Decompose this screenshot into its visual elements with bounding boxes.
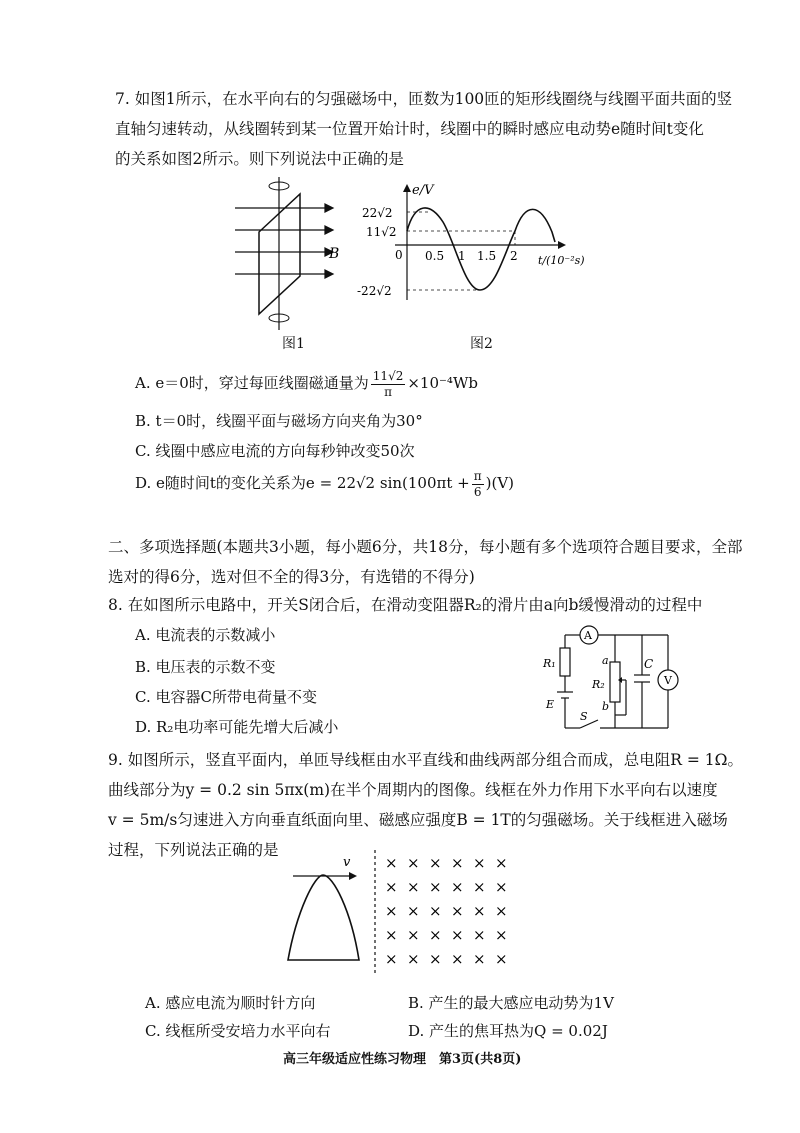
section-2-line-2: 选对的得6分，选对但不全的得3分，有选错的不得分)	[108, 568, 475, 586]
field-cross-mark: ×	[385, 926, 398, 944]
field-cross-mark: ×	[407, 950, 420, 968]
field-cross-mark: ×	[473, 854, 486, 872]
q8-circuit-diagram	[540, 620, 690, 745]
figure-2-caption: 图2	[470, 336, 493, 352]
field-cross-mark: ×	[429, 926, 442, 944]
q8-option-d: D. R₂电功率可能先增大后减小	[135, 718, 339, 736]
q9-option-b: B. 产生的最大感应电动势为1V	[408, 994, 614, 1012]
x-tick-2: 2	[510, 249, 518, 263]
slider-end-b: b	[602, 700, 610, 713]
origin-label: 0	[395, 248, 403, 262]
field-cross-mark: ×	[385, 878, 398, 896]
field-label-b: B	[329, 246, 340, 262]
field-cross-mark: ×	[385, 902, 398, 920]
switch-label: S	[580, 710, 588, 723]
q7-line-2: 直轴匀速转动，从线圈转到某一位置开始计时，线圈中的瞬时感应电动势e随时间t变化	[115, 120, 704, 138]
x-axis-label: t/(10⁻²s)	[538, 254, 585, 267]
page-footer: 高三年级适应性练习物理 第3页(共8页)	[283, 1052, 522, 1067]
field-cross-mark: ×	[495, 950, 508, 968]
field-cross-mark: ×	[407, 878, 420, 896]
question-8-stem: 8. 在如图所示电路中，开关S闭合后，在滑动变阻器R₂的滑片由a向b缓慢滑动的过程中	[108, 596, 703, 614]
y-tick-min: -22√2	[357, 284, 392, 298]
field-cross-mark: ×	[451, 926, 464, 944]
field-cross-mark: ×	[495, 854, 508, 872]
field-cross-mark: ×	[495, 902, 508, 920]
q9-line-3: v = 5m/s匀速进入方向垂直纸面向里、磁感应强度B = 1T的匀强磁场。关于线框进入磁场	[108, 811, 728, 829]
field-cross-mark: ×	[473, 878, 486, 896]
x-tick-0-5: 0.5	[425, 249, 445, 263]
magnetic-field-marks	[385, 854, 508, 968]
fraction-phase: $\frac{\pi}{6}$	[473, 468, 482, 499]
ammeter-label: A	[584, 629, 592, 642]
q7-option-a: A. e＝0时，穿过每匝线圈磁通量为 $\frac{11√2}{\pi}$ ×10⁻⁴Wb	[135, 368, 478, 399]
velocity-label: v	[343, 855, 351, 870]
q7-option-b: B. t＝0时，线圈平面与磁场方向夹角为30°	[135, 412, 423, 430]
q7-line-3: 的关系如图2所示。则下列说法中正确的是	[115, 150, 404, 168]
field-cross-mark: ×	[473, 950, 486, 968]
q8-option-c: C. 电容器C所带电荷量不变	[135, 688, 317, 706]
q9-frame-and-field	[285, 850, 515, 975]
field-cross-mark: ×	[407, 902, 420, 920]
q8-option-a: A. 电流表的示数减小	[135, 626, 276, 644]
section-2-header	[108, 532, 743, 592]
q9-option-a: A. 感应电流为顺时针方向	[145, 994, 316, 1012]
y-tick-half: 11√2	[366, 225, 397, 239]
field-cross-mark: ×	[451, 878, 464, 896]
q7-option-c: C. 线圈中感应电流的方向每秒钟改变50次	[135, 442, 415, 460]
wire-frame	[288, 875, 359, 960]
fraction-flux: $\frac{11√2}{\pi}$	[372, 368, 404, 399]
figure-1-caption: 图1	[282, 336, 305, 352]
field-cross-mark: ×	[429, 878, 442, 896]
r2-label: R₂	[592, 678, 605, 691]
r1-label: R₁	[543, 657, 556, 670]
field-cross-mark: ×	[451, 902, 464, 920]
q7-option-d: D. e随时间t的变化关系为e = 22√2 sin(100πt + $\frac{\pi}{6}$ )(V)	[135, 468, 515, 499]
capacitor-label: C	[644, 657, 654, 671]
x-tick-1: 1	[458, 249, 466, 263]
field-cross-mark: ×	[451, 854, 464, 872]
q9-option-c: C. 线框所受安培力水平向右	[145, 1022, 331, 1040]
y-tick-max: 22√2	[362, 206, 393, 220]
field-cross-mark: ×	[385, 854, 398, 872]
q9-line-1: 9. 如图所示，竖直平面内，单匝导线框由水平直线和曲线两部分组合而成，总电阻R = 1Ω。	[108, 751, 743, 769]
question-9-stem	[108, 745, 743, 865]
field-cross-mark: ×	[407, 854, 420, 872]
q9-option-d: D. 产生的焦耳热为Q = 0.02J	[408, 1022, 608, 1040]
field-cross-mark: ×	[495, 878, 508, 896]
field-cross-mark: ×	[429, 854, 442, 872]
q9-line-4: 过程，下列说法正确的是	[108, 841, 279, 859]
field-cross-mark: ×	[473, 926, 486, 944]
field-cross-mark: ×	[451, 950, 464, 968]
figure-2-emf-graph	[355, 182, 595, 307]
q8-option-b: B. 电压表的示数不变	[135, 658, 276, 676]
voltmeter-label: V	[664, 674, 672, 687]
question-7-stem	[115, 84, 795, 174]
field-cross-mark: ×	[407, 926, 420, 944]
figure-1-rotating-coil	[225, 172, 345, 337]
field-cross-mark: ×	[429, 950, 442, 968]
x-tick-1-5: 1.5	[477, 249, 497, 263]
field-cross-mark: ×	[473, 902, 486, 920]
section-2-line-1: 二、多项选择题(本题共3小题，每小题6分，共18分，每小题有多个选项符合题目要求，全部	[108, 538, 743, 556]
q7-line-1: 7. 如图1所示，在水平向右的匀强磁场中，匝数为100匝的矩形线圈绕与线圈平面共面的竖	[115, 90, 733, 108]
field-cross-mark: ×	[495, 926, 508, 944]
field-cross-mark: ×	[429, 902, 442, 920]
slider-end-a: a	[602, 654, 609, 667]
q9-line-2: 曲线部分为y = 0.2 sin 5πx(m)在半个周期内的图像。线框在外力作用下水平向右以速度	[108, 781, 718, 799]
battery-label: E	[546, 698, 555, 711]
field-cross-mark: ×	[385, 950, 398, 968]
y-axis-label: e/V	[412, 183, 434, 198]
